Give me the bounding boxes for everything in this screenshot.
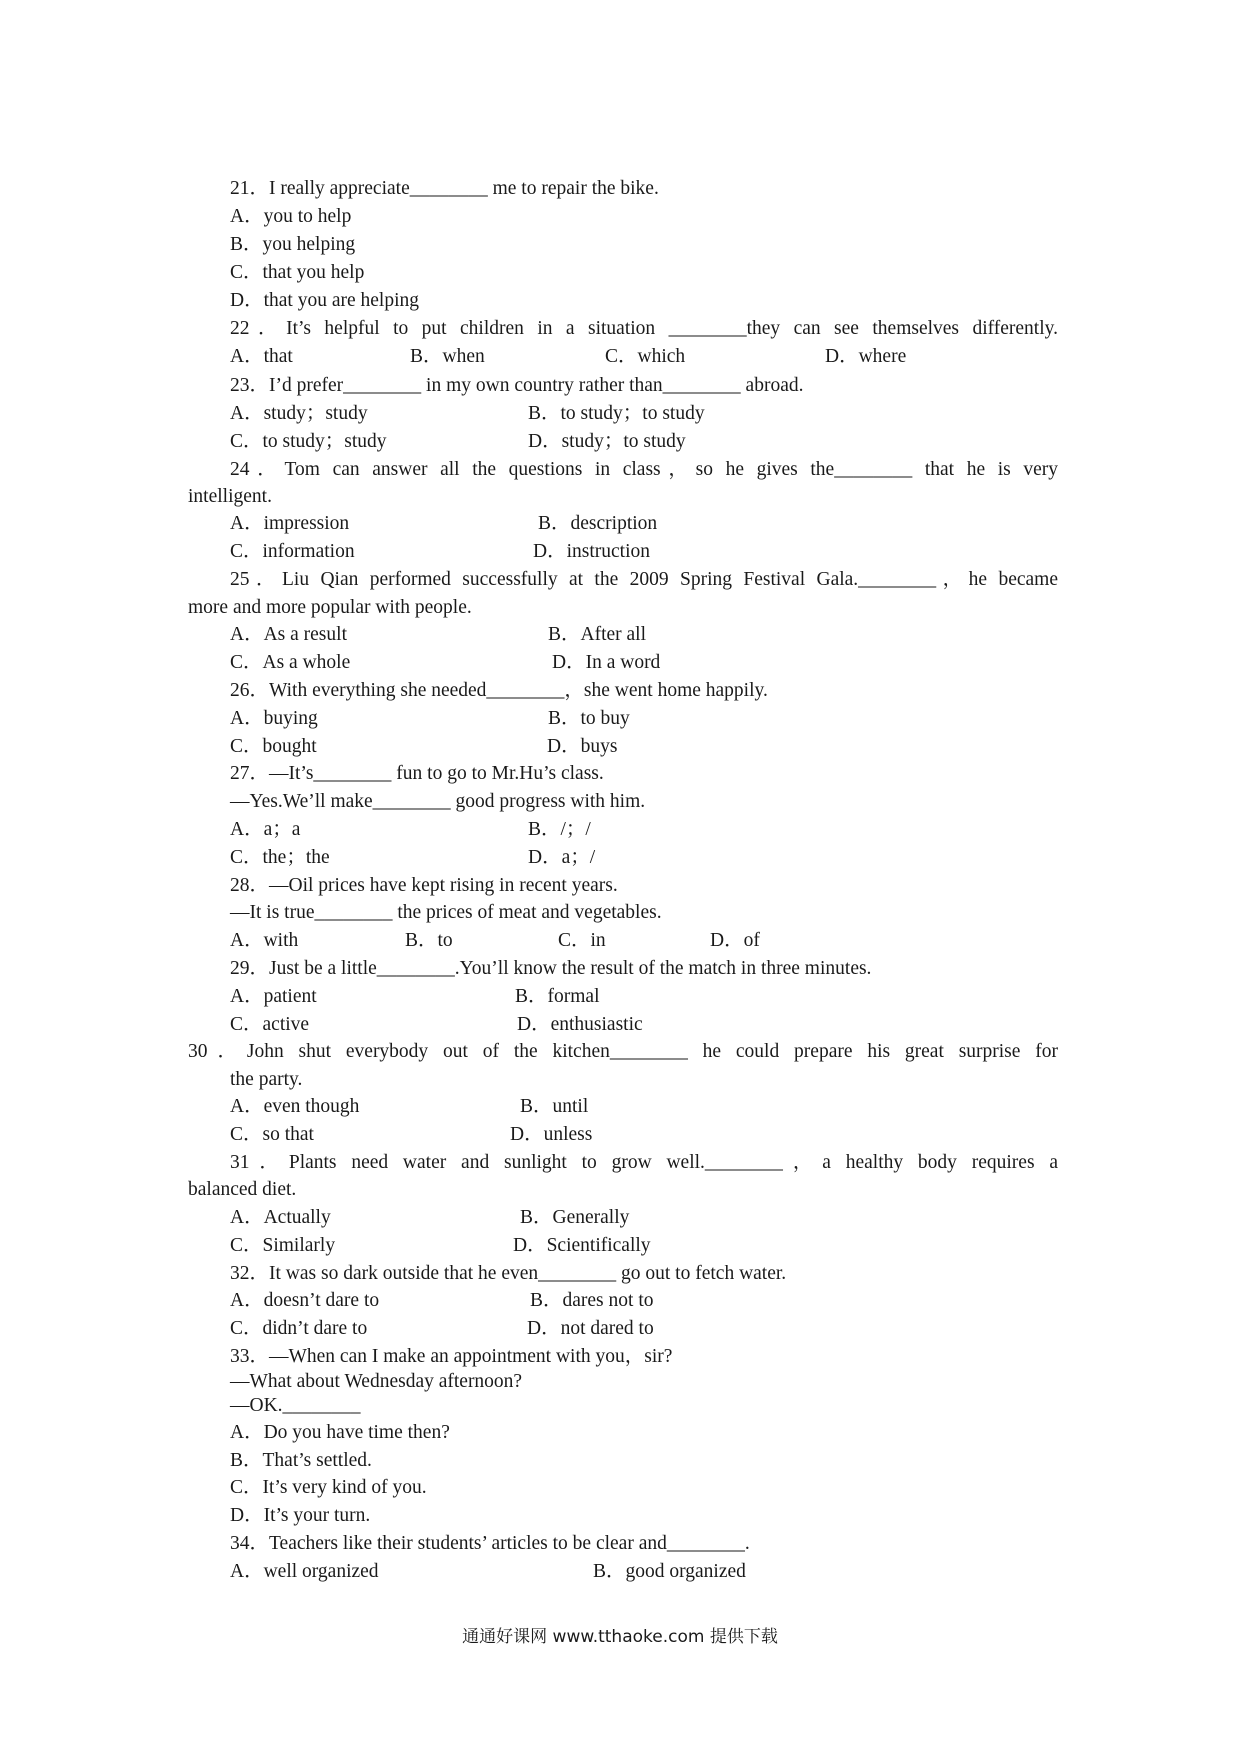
answer-option: C．As a whole xyxy=(230,652,351,673)
answer-option: B．After all xyxy=(548,624,647,645)
text-line: —It is true________ the prices of meat and vegetables. xyxy=(230,902,662,923)
text-line: 21．I really appreciate________ me to repair the bike. xyxy=(230,178,659,199)
answer-option: B．/；/ xyxy=(528,819,591,840)
answer-option: D．where xyxy=(825,346,907,367)
answer-option: A．Actually xyxy=(230,1207,331,1228)
answer-option: A．study；study xyxy=(230,403,368,424)
text-line: D．It’s your turn. xyxy=(230,1505,371,1526)
answer-option: B．to study；to study xyxy=(528,403,705,424)
text-line: 34．Teachers like their students’ articles to be clear and________. xyxy=(230,1533,750,1554)
text-line: A．Do you have time then? xyxy=(230,1422,450,1443)
text-line: —What about Wednesday afternoon? xyxy=(230,1371,523,1392)
answer-option: A．with xyxy=(230,930,299,951)
answer-option: A．buying xyxy=(230,708,318,729)
answer-option: B．to xyxy=(405,930,453,951)
answer-option: C．the；the xyxy=(230,847,330,868)
text-line: more and more popular with people. xyxy=(188,597,472,618)
page-footer: 通通好课网 www.tthaoke.com 提供下载 xyxy=(462,1627,778,1647)
answer-option: C．didn’t dare to xyxy=(230,1318,368,1339)
text-line: C．It’s very kind of you. xyxy=(230,1477,427,1498)
answer-option: D．unless xyxy=(510,1124,593,1145)
answer-option: D．enthusiastic xyxy=(517,1014,643,1035)
text-line: C．that you help xyxy=(230,262,365,283)
text-line: 28．—Oil prices have kept rising in recent years. xyxy=(230,875,618,896)
answer-option: B．dares not to xyxy=(530,1290,654,1311)
answer-option: C．active xyxy=(230,1014,310,1035)
answer-option: D．not dared to xyxy=(527,1318,654,1339)
answer-option: A．a；a xyxy=(230,819,301,840)
answer-option: C．to study；study xyxy=(230,431,387,452)
answer-option: B．description xyxy=(538,513,658,534)
text-line: 25．Liu Qian performed successfully at the 2009 Spring Festival Gala.________，he became xyxy=(230,569,1058,590)
answer-option: A．As a result xyxy=(230,624,347,645)
answer-option: B．when xyxy=(410,346,485,367)
answer-option: D．a；/ xyxy=(528,847,596,868)
answer-option: D．of xyxy=(710,930,760,951)
answer-option: B．Generally xyxy=(520,1207,630,1228)
answer-option: C．which xyxy=(605,346,686,367)
answer-option: A．doesn’t dare to xyxy=(230,1290,380,1311)
answer-option: B．to buy xyxy=(548,708,630,729)
answer-option: D．study；to study xyxy=(528,431,686,452)
answer-option: A．even though xyxy=(230,1096,360,1117)
answer-option: A．well organized xyxy=(230,1561,379,1582)
text-line: —Yes.We’ll make________ good progress with him. xyxy=(230,791,646,812)
answer-option: C．so that xyxy=(230,1124,314,1145)
text-line: 33．—When can I make an appointment with you，sir? xyxy=(230,1346,673,1367)
text-line: D．that you are helping xyxy=(230,290,419,311)
answer-option: A．patient xyxy=(230,986,317,1007)
text-line: —OK.________ xyxy=(230,1395,361,1416)
text-line: balanced diet. xyxy=(188,1179,297,1200)
answer-option: B．formal xyxy=(515,986,600,1007)
answer-option: D．Scientifically xyxy=(513,1235,651,1256)
answer-option: C．Similarly xyxy=(230,1235,336,1256)
answer-option: C．in xyxy=(558,930,606,951)
text-line: 24．Tom can answer all the questions in class，so he gives the________ that he is very xyxy=(230,459,1058,480)
text-line: B．That’s settled. xyxy=(230,1450,372,1471)
answer-option: C．bought xyxy=(230,736,317,757)
answer-option: D．instruction xyxy=(533,541,650,562)
answer-option: B．until xyxy=(520,1096,589,1117)
text-line: intelligent. xyxy=(188,486,272,507)
text-line: B．you helping xyxy=(230,234,356,255)
text-line: 23．I’d prefer________ in my own country rather than________ abroad. xyxy=(230,375,804,396)
text-line: 27．—It’s________ fun to go to Mr.Hu’s class. xyxy=(230,763,604,784)
text-line: A．you to help xyxy=(230,206,352,227)
answer-option: D．In a word xyxy=(552,652,661,673)
answer-option: B．good organized xyxy=(593,1561,746,1582)
text-line: 29．Just be a little________.You’ll know the result of the match in three minutes. xyxy=(230,958,872,979)
text-line: the party. xyxy=(230,1069,303,1090)
answer-option: A．that xyxy=(230,346,293,367)
answer-option: C．information xyxy=(230,541,355,562)
text-line: 22．It’s helpful to put children in a situation ________they can see themselves differently. xyxy=(230,318,1058,339)
answer-option: D．buys xyxy=(547,736,618,757)
text-line: 26．With everything she needed________，she went home happily. xyxy=(230,680,768,701)
text-line: 32．It was so dark outside that he even________ go out to fetch water. xyxy=(230,1263,787,1284)
text-line: 31．Plants need water and sunlight to grow well.________，a healthy body requires a xyxy=(230,1152,1058,1173)
answer-option: A．impression xyxy=(230,513,350,534)
text-line: 30．John shut everybody out of the kitchen________ he could prepare his great surprise for xyxy=(188,1041,1058,1062)
